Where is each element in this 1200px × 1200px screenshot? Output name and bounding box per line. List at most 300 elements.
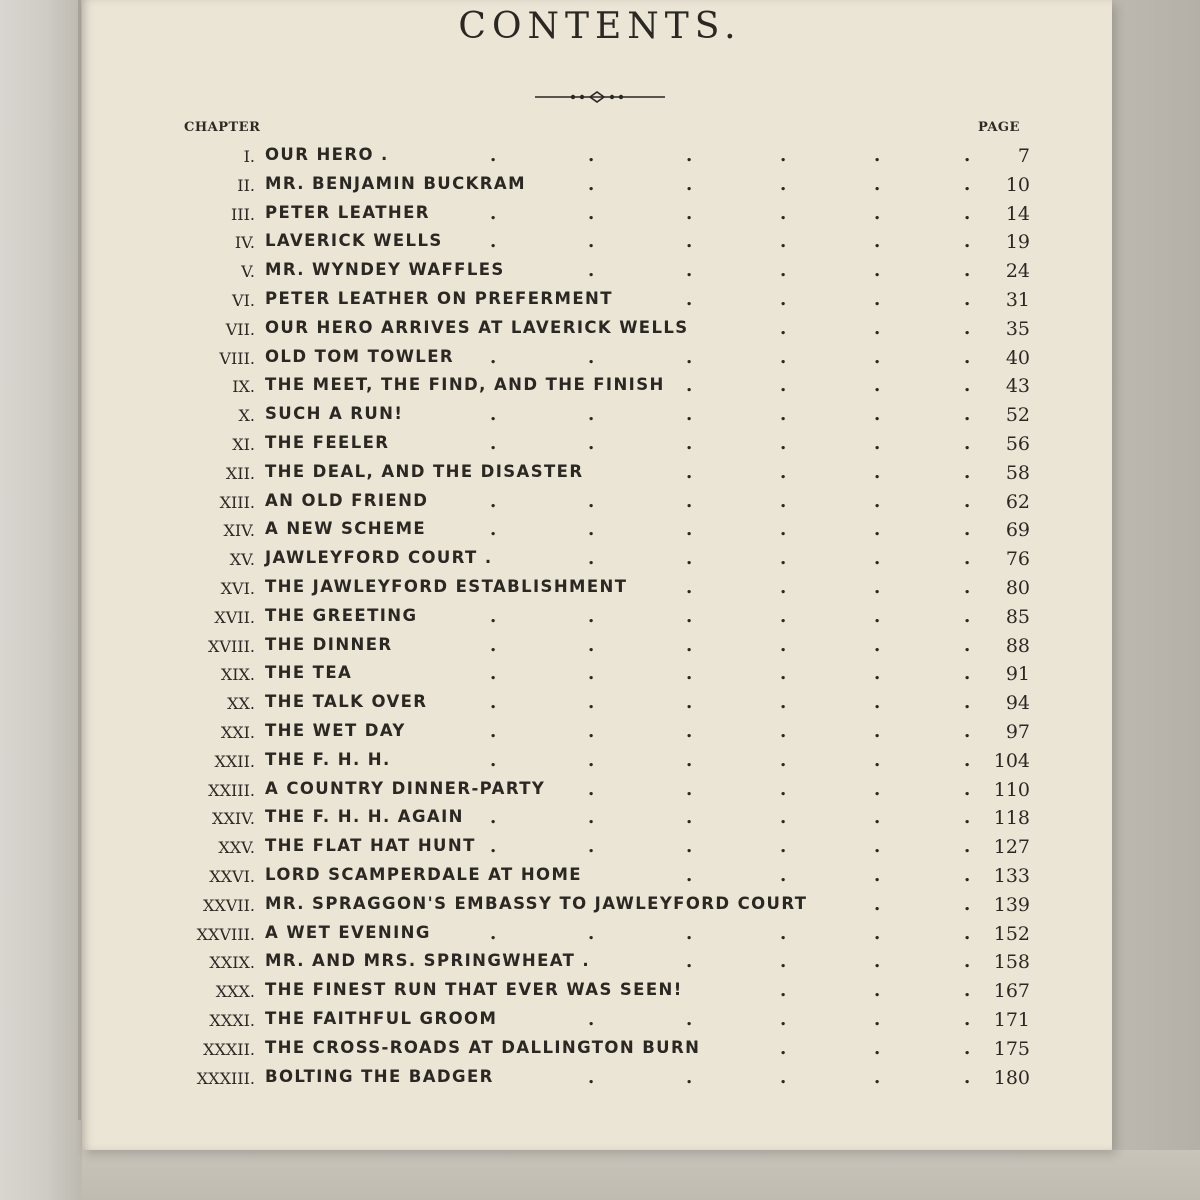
leader-dot: . — [964, 778, 971, 800]
chapter-number: XVI. — [220, 579, 255, 598]
leader-dot: . — [964, 865, 971, 886]
leader-dot: . — [780, 951, 787, 973]
leader-dot: . — [874, 289, 881, 310]
leader-dot: . — [780, 807, 787, 829]
chapter-number: XXVII. — [202, 895, 255, 915]
leader-dot: . — [874, 346, 881, 368]
toc-row — [0, 203, 1200, 231]
leader-dot: . — [964, 1037, 971, 1059]
leader-dot: . — [874, 1009, 881, 1030]
toc-row — [0, 289, 1200, 317]
leader-dot: . — [490, 663, 497, 685]
chapter-number: XXVIII. — [196, 924, 255, 944]
page-number: 133 — [993, 865, 1030, 887]
leader-dot: . — [964, 231, 971, 253]
chapter-number: XXII. — [214, 751, 255, 771]
chapter-title: THE DINNER — [265, 634, 393, 654]
leader-dot: . — [780, 260, 787, 282]
leader-dot: . — [490, 202, 497, 224]
chapter-title: AN OLD FRIEND — [265, 490, 429, 510]
leader-dot: . — [686, 289, 693, 310]
page-number: 62 — [1005, 490, 1030, 513]
chapter-title: OUR HERO . — [265, 145, 389, 164]
leader-dot: . — [964, 605, 971, 627]
toc-row — [0, 174, 1200, 202]
page-number: 152 — [993, 922, 1030, 945]
chapter-title: A COUNTRY DINNER-PARTY — [265, 778, 546, 798]
leader-dot: . — [490, 807, 497, 829]
chapter-number: XVIII. — [208, 636, 255, 656]
leader-dot: . — [686, 807, 693, 829]
leader-dot: . — [964, 692, 971, 714]
chapter-number: IV. — [234, 233, 255, 253]
chapter-title: A NEW SCHEME — [265, 519, 427, 539]
leader-dot: . — [964, 173, 971, 195]
leader-dot: . — [964, 721, 971, 742]
page-number: 171 — [993, 1009, 1030, 1031]
chapter-number: XXIX. — [209, 953, 255, 973]
toc-row — [0, 779, 1200, 807]
page-number: 88 — [1005, 634, 1030, 657]
leader-dot: . — [964, 548, 971, 570]
page-number: 127 — [993, 836, 1030, 859]
toc-row — [0, 577, 1200, 605]
leader-dot: . — [780, 577, 787, 598]
page-number: 35 — [1005, 317, 1030, 340]
leader-dot: . — [686, 346, 693, 368]
leader-dot: . — [686, 721, 693, 742]
leader-dot: . — [588, 778, 595, 800]
page-number: 97 — [1005, 721, 1030, 743]
leader-dot: . — [588, 433, 595, 454]
leader-dot: . — [780, 289, 787, 310]
chapter-number: XVII. — [214, 607, 255, 627]
leader-dot: . — [588, 922, 595, 944]
leader-dot: . — [780, 692, 787, 714]
toc-row — [0, 347, 1200, 375]
leader-dot: . — [874, 922, 881, 944]
leader-dot: . — [588, 836, 595, 858]
leader-dot: . — [686, 1009, 693, 1030]
chapter-title: MR. AND MRS. SPRINGWHEAT . — [265, 951, 591, 971]
leader-dot: . — [780, 663, 787, 685]
leader-dot: . — [686, 922, 693, 944]
page-number: 139 — [993, 893, 1030, 916]
leader-dot: . — [780, 433, 787, 454]
leader-dot: . — [964, 577, 971, 598]
leader-dot: . — [686, 692, 693, 714]
page-number: 118 — [993, 807, 1030, 830]
toc-row — [0, 692, 1200, 720]
leader-dot: . — [874, 749, 881, 771]
leader-dot: . — [874, 692, 881, 714]
chapter-number: XXIII. — [208, 780, 255, 800]
leader-dot: . — [874, 951, 881, 973]
chapter-number: XV. — [229, 550, 255, 570]
toc-row — [0, 318, 1200, 346]
chapter-title: THE DEAL, AND THE DISASTER — [265, 461, 584, 481]
leader-dot: . — [780, 490, 787, 512]
leader-dot: . — [588, 634, 595, 656]
toc-row — [0, 1009, 1200, 1037]
toc-row — [0, 606, 1200, 634]
leader-dot: . — [686, 173, 693, 195]
leader-dot: . — [874, 778, 881, 800]
leader-dot: . — [964, 145, 971, 166]
leader-dot: . — [780, 980, 787, 1002]
toc-row — [0, 663, 1200, 691]
page-number: 52 — [1005, 404, 1030, 427]
chapter-number: XXVI. — [209, 867, 255, 886]
leader-dot: . — [964, 663, 971, 685]
leader-dot: . — [686, 951, 693, 973]
leader-dot: . — [874, 634, 881, 656]
leader-dot: . — [686, 231, 693, 253]
leader-dot: . — [780, 721, 787, 742]
leader-dot: . — [588, 692, 595, 714]
page-title: CONTENTS. — [458, 6, 742, 47]
toc-row — [0, 923, 1200, 951]
page-number: 56 — [1005, 433, 1030, 455]
leader-dot: . — [588, 1009, 595, 1030]
chapter-number: XXXIII. — [196, 1068, 255, 1088]
page-number: 175 — [993, 1037, 1030, 1060]
leader-dot: . — [588, 231, 595, 253]
leader-dot: . — [686, 577, 693, 598]
chapter-title: PETER LEATHER ON PREFERMENT — [265, 289, 613, 308]
toc-row — [0, 1067, 1200, 1095]
chapter-title: LORD SCAMPERDALE AT HOME — [265, 865, 582, 884]
leader-dot: . — [964, 289, 971, 310]
leader-dot: . — [686, 1066, 693, 1088]
leader-dot: . — [686, 260, 693, 282]
toc-row — [0, 145, 1200, 173]
leader-dot: . — [686, 433, 693, 454]
leader-dot: . — [964, 404, 971, 426]
toc-row — [0, 807, 1200, 835]
chapter-title: OUR HERO ARRIVES AT LAVERICK WELLS — [265, 317, 689, 337]
leader-dot: . — [874, 1066, 881, 1088]
leader-dot: . — [588, 346, 595, 368]
leader-dot: . — [874, 433, 881, 454]
leader-dot: . — [780, 461, 787, 483]
leader-dot: . — [874, 980, 881, 1002]
leader-dot: . — [686, 605, 693, 627]
page-number: 91 — [1005, 663, 1030, 686]
leader-dot: . — [490, 404, 497, 426]
page-number: 85 — [1005, 605, 1030, 628]
leader-dot: . — [780, 778, 787, 800]
leader-dot: . — [490, 634, 497, 656]
page-number: 24 — [1005, 260, 1030, 283]
chapter-title: THE FAITHFUL GROOM — [265, 1009, 498, 1028]
page-number: 80 — [1005, 577, 1030, 599]
toc-row — [0, 548, 1200, 576]
leader-dot: . — [964, 317, 971, 339]
leader-dot: . — [686, 865, 693, 886]
leader-dot: . — [490, 692, 497, 714]
leader-dot: . — [780, 231, 787, 253]
leader-dot: . — [780, 922, 787, 944]
chapter-title: PETER LEATHER — [265, 202, 430, 222]
leader-dot: . — [686, 836, 693, 858]
toc-row — [0, 519, 1200, 547]
leader-dot: . — [686, 202, 693, 224]
leader-dot: . — [964, 490, 971, 512]
leader-dot: . — [686, 548, 693, 570]
leader-dot: . — [686, 749, 693, 771]
leader-dot: . — [874, 548, 881, 570]
leader-dot: . — [780, 749, 787, 771]
chapter-number: XII. — [225, 463, 255, 483]
leader-dot: . — [780, 1009, 787, 1030]
leader-dot: . — [874, 893, 881, 915]
leader-dot: . — [588, 1066, 595, 1088]
chapter-number: VIII. — [219, 348, 255, 368]
leader-dot: . — [964, 1066, 971, 1088]
leader-dot: . — [588, 807, 595, 829]
leader-dot: . — [964, 893, 971, 915]
leader-dot: . — [780, 634, 787, 656]
leader-dot: . — [964, 519, 971, 541]
leader-dot: . — [874, 721, 881, 742]
leader-dot: . — [964, 922, 971, 944]
leader-dot: . — [874, 145, 881, 166]
toc-row — [0, 865, 1200, 893]
chapter-title: THE F. H. H. — [265, 749, 391, 769]
toc-row — [0, 1038, 1200, 1066]
page-number: 31 — [1005, 289, 1030, 311]
page-column-header: PAGE — [978, 120, 1020, 135]
leader-dot: . — [686, 663, 693, 685]
leader-dot: . — [874, 461, 881, 483]
leader-dot: . — [686, 461, 693, 483]
leader-dot: . — [490, 922, 497, 944]
toc-row — [0, 836, 1200, 864]
leader-dot: . — [588, 605, 595, 627]
chapter-number: II. — [237, 175, 255, 195]
chapter-column-header: CHAPTER — [184, 120, 261, 135]
leader-dot: . — [780, 145, 787, 166]
leader-dot: . — [964, 951, 971, 973]
page-number: 180 — [993, 1066, 1030, 1089]
leader-dot: . — [490, 519, 497, 541]
leader-dot: . — [588, 145, 595, 166]
toc-row — [0, 231, 1200, 259]
toc-row — [0, 260, 1200, 288]
toc-row — [0, 721, 1200, 749]
chapter-title: THE FINEST RUN THAT EVER WAS SEEN! — [265, 980, 683, 1000]
page-number: 104 — [993, 749, 1030, 772]
chapter-title: THE TALK OVER — [265, 692, 428, 712]
page-number: 94 — [1005, 692, 1030, 715]
chapter-number: XI. — [232, 435, 255, 454]
chapter-number: VII. — [225, 319, 255, 339]
toc-row — [0, 951, 1200, 979]
page-number: 158 — [993, 951, 1030, 974]
chapter-number: XXXI. — [209, 1011, 255, 1030]
toc-row — [0, 462, 1200, 490]
leader-dot: . — [874, 260, 881, 282]
chapter-title: SUCH A RUN! — [265, 404, 404, 424]
leader-dot: . — [686, 375, 693, 397]
leader-dot: . — [490, 231, 497, 253]
leader-dot: . — [490, 346, 497, 368]
leader-dot: . — [780, 605, 787, 627]
chapter-title: MR. SPRAGGON'S EMBASSY TO JAWLEYFORD COURT — [265, 893, 808, 913]
leader-dot: . — [874, 231, 881, 253]
leader-dot: . — [588, 490, 595, 512]
page-number: 14 — [1005, 202, 1030, 225]
leader-dot: . — [874, 375, 881, 397]
leader-dot: . — [780, 1066, 787, 1088]
leader-dot: . — [964, 749, 971, 771]
chapter-number: XIV. — [223, 521, 255, 541]
chapter-title: JAWLEYFORD COURT . — [265, 548, 493, 568]
leader-dot: . — [964, 1009, 971, 1030]
leader-dot: . — [874, 202, 881, 224]
leader-dot: . — [686, 490, 693, 512]
leader-dot: . — [964, 375, 971, 397]
leader-dot: . — [490, 605, 497, 627]
toc-row — [0, 635, 1200, 663]
chapter-title: THE FEELER — [265, 433, 390, 452]
leader-dot: . — [490, 490, 497, 512]
leader-dot: . — [780, 865, 787, 886]
chapter-title: MR. WYNDEY WAFFLES — [265, 260, 505, 280]
chapter-title: THE JAWLEYFORD ESTABLISHMENT — [265, 577, 628, 596]
leader-dot: . — [874, 404, 881, 426]
leader-dot: . — [780, 836, 787, 858]
page-number: 76 — [1005, 548, 1030, 571]
chapter-number: VI. — [232, 291, 255, 310]
page-number: 43 — [1005, 375, 1030, 398]
leader-dot: . — [588, 663, 595, 685]
leader-dot: . — [874, 807, 881, 829]
chapter-number: XXX. — [215, 982, 255, 1002]
toc-row — [0, 404, 1200, 432]
toc-row — [0, 433, 1200, 461]
chapter-number: I. — [243, 147, 255, 166]
page-number: 7 — [1017, 145, 1030, 167]
leader-dot: . — [490, 749, 497, 771]
chapter-title: THE TEA — [265, 663, 353, 683]
leader-dot: . — [780, 173, 787, 195]
leader-dot: . — [964, 807, 971, 829]
leader-dot: . — [964, 346, 971, 368]
leader-dot: . — [588, 173, 595, 195]
leader-dot: . — [588, 519, 595, 541]
chapter-title: THE FLAT HAT HUNT — [265, 836, 476, 856]
leader-dot: . — [780, 375, 787, 397]
leader-dot: . — [780, 548, 787, 570]
chapter-title: THE GREETING — [265, 605, 418, 625]
page-number: 58 — [1005, 461, 1030, 484]
leader-dot: . — [780, 202, 787, 224]
leader-dot: . — [874, 663, 881, 685]
chapter-number: V. — [241, 262, 255, 282]
page-bottom-shadow — [82, 1150, 1200, 1200]
leader-dot: . — [588, 260, 595, 282]
chapter-title: BOLTING THE BADGER — [265, 1066, 494, 1086]
leader-dot: . — [964, 461, 971, 483]
page-number: 69 — [1005, 519, 1030, 542]
toc-row — [0, 491, 1200, 519]
leader-dot: . — [686, 634, 693, 656]
leader-dot: . — [964, 202, 971, 224]
chapter-title: THE CROSS-ROADS AT DALLINGTON BURN — [265, 1037, 701, 1057]
leader-dot: . — [780, 519, 787, 541]
leader-dot: . — [874, 519, 881, 541]
leader-dot: . — [490, 433, 497, 454]
chapter-number: III. — [230, 204, 255, 224]
leader-dot: . — [780, 1037, 787, 1059]
chapter-title: A WET EVENING — [265, 922, 431, 942]
leader-dot: . — [686, 404, 693, 426]
leader-dot: . — [588, 721, 595, 742]
toc-row — [0, 375, 1200, 403]
chapter-number: XIII. — [219, 492, 255, 512]
leader-dot: . — [490, 836, 497, 858]
leader-dot: . — [588, 404, 595, 426]
page-number: 110 — [993, 778, 1030, 801]
chapter-number: XXIV. — [212, 809, 255, 829]
leader-dot: . — [874, 605, 881, 627]
leader-dot: . — [964, 980, 971, 1002]
leader-dot: . — [780, 317, 787, 339]
leader-dot: . — [964, 836, 971, 858]
page-number: 10 — [1005, 173, 1030, 196]
leader-dot: . — [588, 548, 595, 570]
chapter-number: X. — [238, 406, 255, 426]
leader-dot: . — [588, 749, 595, 771]
leader-dot: . — [874, 865, 881, 886]
page-number: 19 — [1005, 231, 1030, 254]
leader-dot: . — [780, 404, 787, 426]
chapter-number: XXV. — [218, 838, 255, 858]
leader-dot: . — [686, 778, 693, 800]
leader-dot: . — [588, 202, 595, 224]
toc-row — [0, 894, 1200, 922]
chapter-number: XX. — [227, 694, 255, 714]
leader-dot: . — [686, 145, 693, 166]
leader-dot: . — [874, 836, 881, 858]
leader-dot: . — [874, 490, 881, 512]
chapter-number: XXI. — [220, 723, 255, 742]
chapter-title: THE WET DAY — [265, 721, 406, 740]
leader-dot: . — [964, 260, 971, 282]
leader-dot: . — [490, 721, 497, 742]
leader-dot: . — [490, 145, 497, 166]
chapter-title: OLD TOM TOWLER — [265, 346, 454, 366]
chapter-title: MR. BENJAMIN BUCKRAM — [265, 173, 526, 193]
leader-dot: . — [874, 577, 881, 598]
chapter-number: XIX. — [220, 665, 255, 685]
chapter-number: IX. — [232, 377, 255, 397]
page-number: 40 — [1005, 346, 1030, 369]
leader-dot: . — [780, 346, 787, 368]
chapter-number: XXXII. — [203, 1039, 255, 1059]
chapter-title: THE F. H. H. AGAIN — [265, 807, 464, 827]
leader-dot: . — [874, 173, 881, 195]
leader-dot: . — [686, 519, 693, 541]
decorative-rule-icon — [535, 90, 665, 104]
chapter-title: THE MEET, THE FIND, AND THE FINISH — [265, 375, 665, 395]
leader-dot: . — [964, 433, 971, 454]
toc-row — [0, 750, 1200, 778]
chapter-title: LAVERICK WELLS — [265, 231, 443, 251]
toc-row — [0, 980, 1200, 1008]
